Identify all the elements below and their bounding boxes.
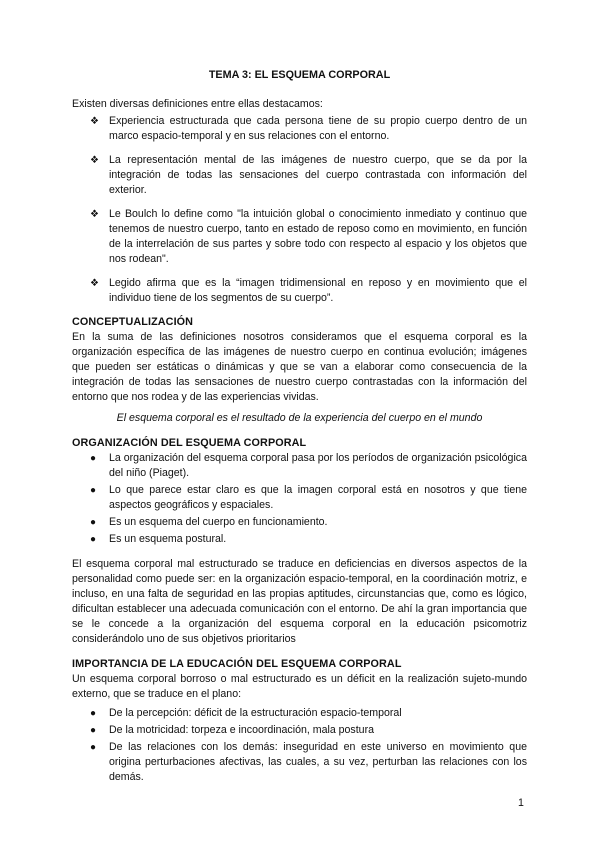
diamond-bullet-icon: ❖ (90, 155, 99, 166)
concept-text: En la suma de las definiciones nosotros consideramos que el esquema corporal es la organización específica de las imágenes de nuestro cuerpo en continua evolución; imágenes que pueden ser estáticas o dinámicas y que se van a elaborar como consecuencia de la integración de todas las sensaciones de nuestro cuerpo contrastadas con la información del entorno que nos rodea y de las experiencias vividas. (72, 331, 527, 403)
bullet-icon: ● (90, 485, 97, 496)
diamond-bullet-icon: ❖ (90, 209, 99, 220)
bullet-icon: ● (90, 534, 97, 545)
list-item: ❖ Experiencia estructurada que cada persona tiene de su propio cuerpo dentro de un marco espacio-temporal y en sus relaciones con el entorno. (90, 115, 527, 142)
bullet-icon: ● (90, 517, 97, 528)
list-item: ❖ Le Boulch lo define como "la intuición global o conocimiento inmediato y continuo que tenemos de nuestro cuerpo, tanto en estado de reposo como en movimiento, en función de la interrelación de sus partes y sobre todo con respecto al espacio y los objetos que nos rodean". (90, 208, 527, 265)
bullet-icon: ● (90, 742, 97, 753)
organization-text: El esquema corporal mal estructurado se traduce en deficiencias en diversos aspectos de la personalidad como puede ser: en la organización espacio-temporal, en la coordinación motriz, e incluso, en una falta de seguridad en las propias aptitudes, circunstancias que, como es lógico, dificultan establecer una adecuada comunicación con el entorno. De ahí la gran importancia que se le concede a la organización del esquema corporal en la educación psicomotriz considerándolo uno de sus objetivos prioritarios (72, 558, 527, 645)
list-item: ● Lo que parece estar claro es que la imagen corporal está en nosotros y que tiene aspectos geográficos y espaciales. (90, 484, 527, 511)
importance-list (72, 706, 527, 785)
list-item: ● Es un esquema postural. (90, 533, 227, 545)
section-heading-concept: CONCEPTUALIZACIÓN (72, 316, 194, 328)
bullet-icon: ● (90, 708, 97, 719)
organization-list (72, 451, 527, 547)
list-item: ● De la percepción: déficit de la estructuración espacio-temporal (90, 707, 402, 719)
list-item: ❖ La representación mental de las imágenes de nuestro cuerpo, que se da por la integración de todas las sensaciones del cuerpo contrastada con información del exterior. (90, 154, 527, 196)
list-item: ● Es un esquema del cuerpo en funcionamiento. (90, 516, 328, 528)
importance-text: Un esquema corporal borroso o mal estructurado es un déficit en la realización sujeto-mundo externo, que se traduce en el plano: (72, 673, 527, 700)
list-item: ● De las relaciones con los demás: inseguridad en este universo en movimiento que origina perturbaciones afectivas, las cuales, a su vez, perturban las relaciones con los demás. (90, 741, 527, 783)
definitions-list (72, 114, 527, 306)
list-item: ● La organización del esquema corporal pasa por los períodos de organización psicológica del niño (Piaget). (90, 452, 527, 479)
page-number: 1 (518, 797, 524, 809)
diamond-bullet-icon: ❖ (90, 278, 99, 289)
section-heading-importance: IMPORTANCIA DE LA EDUCACIÓN DEL ESQUEMA CORPORAL (72, 658, 402, 670)
diamond-bullet-icon: ❖ (90, 116, 99, 127)
bullet-icon: ● (90, 453, 97, 464)
section-heading-organization: ORGANIZACIÓN DEL ESQUEMA CORPORAL (72, 437, 307, 449)
document-title: TEMA 3: EL ESQUEMA CORPORAL (208, 69, 391, 81)
intro-text: Existen diversas definiciones entre ellas destacamos: (72, 98, 323, 110)
list-item: ● De la motricidad: torpeza e incoordinación, mala postura (90, 724, 374, 736)
document-page (72, 68, 527, 787)
list-item: ❖ Legido afirma que es la “imagen tridimensional en reposo y en movimiento que el individuo tiene de los segmentos de su cuerpo”. (90, 277, 527, 304)
bullet-icon: ● (90, 725, 97, 736)
concept-quote: El esquema corporal es el resultado de la experiencia del cuerpo en el mundo (116, 412, 483, 424)
